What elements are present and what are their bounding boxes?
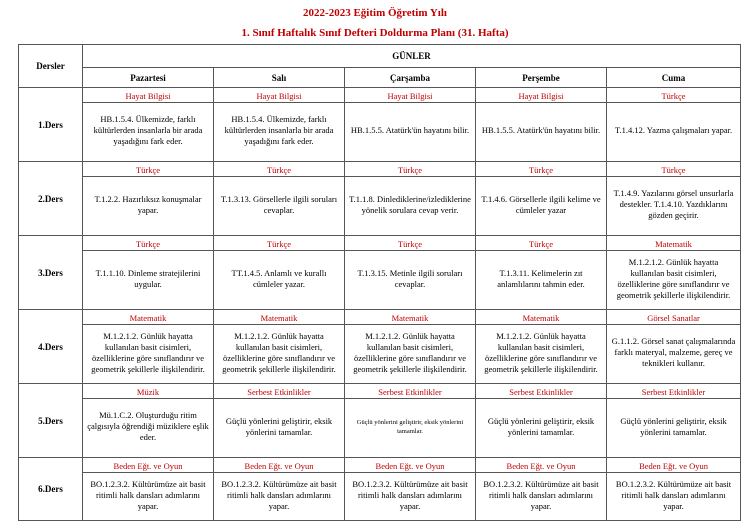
- plan-cell: [83, 458, 214, 521]
- objective-text: G.1.1.2. Görsel sanat çalışmalarında farklı materyal, malzeme, gereç ve teknikleri kullanır.: [611, 336, 736, 368]
- row-label: 2.Ders: [19, 162, 83, 236]
- plan-cell: [345, 236, 476, 310]
- objective-text: HB.1.5.4. Ülkemizde, farklı kültürlerden insanlarla bir arada yaşadığını fark eder.: [224, 114, 334, 146]
- objective-text: BO.1.2.3.2. Kültürümüze ait basit ritimli halk dansları adımlarını yapar.: [90, 478, 206, 511]
- objective-text: M.1.2.1.2. Günlük hayatta kullanılan basit cisimleri, özelliklerine göre sınıflandırır ve geometrik şekillerle ilişkilendirir.: [222, 330, 336, 374]
- objective-text: T.1.2.2. Hazırlıksız konuşmalar yapar.: [94, 193, 202, 215]
- objective-text: HB.1.5.5. Atatürk'ün hayatını bilir.: [350, 125, 470, 135]
- objective-text: HB.1.5.4. Ülkemizde, farklı kültürlerden insanlarla bir arada yaşadığını fark eder.: [93, 114, 203, 146]
- row-label: 4.Ders: [19, 310, 83, 384]
- day-header-cuma: Cuma: [607, 68, 741, 88]
- objective-text: BO.1.2.3.2. Kültürümüze ait basit ritimli halk dansları adımlarını yapar.: [615, 478, 732, 511]
- plan-cell: [83, 162, 214, 236]
- table-row: [19, 88, 741, 162]
- objective-text: M.1.2.1.2. Günlük hayatta kullanılan basit cisimleri, özelliklerine göre sınıflandırır ve geometrik şekillerle ilişkilendirir.: [484, 330, 598, 374]
- objective-text: Güçlü yönlerini geliştirir, eksik yönlerini tamamlar.: [225, 415, 333, 437]
- subject-label: Beden Eğt. ve Oyun: [607, 461, 740, 473]
- subject-label: Matematik: [607, 239, 740, 251]
- plan-cell: [214, 162, 345, 236]
- plan-cell: [214, 458, 345, 521]
- subject-label: Hayat Bilgisi: [83, 91, 213, 103]
- objective-text: T.1.4.6. Görsellerle ilgili kelime ve cümleler yazar: [481, 193, 601, 215]
- plan-cell: [607, 310, 741, 384]
- plan-cell: [214, 384, 345, 458]
- subject-label: Serbest Etkinlikler: [476, 387, 606, 399]
- subject-label: Türkçe: [83, 165, 213, 177]
- table-row: [19, 162, 741, 236]
- plan-cell: [214, 236, 345, 310]
- subject-label: Türkçe: [83, 239, 213, 251]
- plan-cell: [476, 310, 607, 384]
- plan-cell: [607, 458, 741, 521]
- subject-label: Serbest Etkinlikler: [607, 387, 740, 399]
- objective-text: Güçlü yönlerini geliştirir, eksik yönlerini tamamlar.: [620, 415, 727, 437]
- subject-label: Görsel Sanatlar: [607, 313, 740, 325]
- plan-cell: [476, 458, 607, 521]
- row-label: 5.Ders: [19, 384, 83, 458]
- subject-label: Türkçe: [607, 165, 740, 177]
- objective-text: Güçlü yönlerini geliştirir, eksik yönlerini tamamlar.: [487, 415, 595, 437]
- plan-cell: [476, 384, 607, 458]
- page-title: 2022-2023 Eğitim Öğretim Yılı: [303, 7, 447, 19]
- objective-text: T.1.1.10. Dinleme stratejilerini uygular.: [95, 267, 201, 289]
- plan-cell: [476, 236, 607, 310]
- plan-cell: [345, 162, 476, 236]
- subject-label: Matematik: [345, 313, 475, 325]
- page-subtitle: 1. Sınıf Haftalık Sınıf Defteri Doldurma Planı (31. Hafta): [241, 27, 509, 39]
- subject-label: Matematik: [83, 313, 213, 325]
- objective-text: T.1.3.15. Metinle ilgili soruları cevaplar.: [357, 267, 463, 289]
- plan-cell: [83, 310, 214, 384]
- plan-cell: [607, 384, 741, 458]
- day-header-sali: Salı: [214, 68, 345, 88]
- subject-label: Türkçe: [476, 239, 606, 251]
- subject-label: Beden Eğt. ve Oyun: [345, 461, 475, 473]
- plan-cell: [607, 162, 741, 236]
- subject-label: Hayat Bilgisi: [214, 91, 344, 103]
- objective-text: T.1.3.11. Kelimelerin zıt anlamlılarını tahmin eder.: [497, 267, 585, 289]
- plan-cell: [214, 310, 345, 384]
- objective-text: M.1.2.1.2. Günlük hayatta kullanılan basit cisimleri, özelliklerine göre sınıflandırır ve geometrik şekillerle ilişkilendirir.: [353, 330, 467, 374]
- objective-text: HB.1.5.5. Atatürk'ün hayatını bilir.: [481, 125, 601, 135]
- weekly-plan-table: [18, 44, 741, 521]
- row-label: 1.Ders: [19, 88, 83, 162]
- subject-label: Türkçe: [476, 165, 606, 177]
- day-header-carsamba: Çarşamba: [345, 68, 476, 88]
- table-row: [19, 384, 741, 458]
- table-row: [19, 458, 741, 521]
- objective-text: TT.1.4.5. Anlamlı ve kurallı cümleler yazar.: [231, 267, 327, 289]
- plan-cell: [214, 88, 345, 162]
- subject-label: Türkçe: [607, 91, 740, 103]
- subject-label: Hayat Bilgisi: [345, 91, 475, 103]
- objective-text: M.1.2.1.2. Günlük hayatta kullanılan basit cisimleri, özelliklerine göre sınıflandırır ve geometrik şekillerle ilişkilendirir.: [91, 330, 205, 374]
- subject-label: Hayat Bilgisi: [476, 91, 606, 103]
- objective-text: M.1.2.1.2. Günlük hayatta kullanılan basit cisimleri, özelliklerine göre sınıflandırır ve geometrik şekillerle ilişkilendirir.: [616, 256, 731, 300]
- subject-label: Matematik: [214, 313, 344, 325]
- plan-cell: [83, 236, 214, 310]
- subject-label: Türkçe: [214, 165, 344, 177]
- subject-label: Müzik: [83, 387, 213, 399]
- plan-cell: [345, 384, 476, 458]
- objective-text: BO.1.2.3.2. Kültürümüze ait basit ritimli halk dansları adımlarını yapar.: [352, 478, 468, 511]
- objective-text: T.1.4.12. Yazma çalışmaları yapar.: [614, 125, 733, 135]
- subject-label: Türkçe: [345, 165, 475, 177]
- plan-cell: [607, 236, 741, 310]
- objective-text: Güçlü yönlerini geliştirir, eksik yönlerini tamamlar.: [356, 418, 464, 435]
- table-row: [19, 236, 741, 310]
- plan-cell: [476, 88, 607, 162]
- objective-text: Mü.1.C.2. Oluşturduğu ritim çalgısıyla öğrendiği müziklere eşlik eder.: [87, 410, 209, 442]
- day-header-pazartesi: Pazartesi: [83, 68, 214, 88]
- objective-text: T.1.1.8. Dinlediklerine/izlediklerine yönelik sorulara cevap verir.: [349, 193, 471, 215]
- subject-label: Matematik: [476, 313, 606, 325]
- subject-label: Beden Eğt. ve Oyun: [476, 461, 606, 473]
- subject-label: Beden Eğt. ve Oyun: [83, 461, 213, 473]
- day-header-persembe: Perşembe: [476, 68, 607, 88]
- objective-text: T.1.3.13. Görsellerle ilgili soruları cevaplar.: [220, 193, 338, 215]
- column-header-dersler: Dersler: [19, 45, 83, 88]
- subject-label: Türkçe: [345, 239, 475, 251]
- subject-label: Serbest Etkinlikler: [214, 387, 344, 399]
- column-header-gunler: GÜNLER: [83, 45, 741, 68]
- plan-body: [19, 88, 741, 521]
- plan-cell: [83, 88, 214, 162]
- plan-cell: [345, 88, 476, 162]
- plan-cell: [345, 458, 476, 521]
- objective-text: BO.1.2.3.2. Kültürümüze ait basit ritimli halk dansları adımlarını yapar.: [483, 478, 599, 511]
- plan-cell: [476, 162, 607, 236]
- row-label: 6.Ders: [19, 458, 83, 521]
- subject-label: Serbest Etkinlikler: [345, 387, 475, 399]
- objective-text: BO.1.2.3.2. Kültürümüze ait basit ritimli halk dansları adımlarını yapar.: [221, 478, 337, 511]
- subject-label: Beden Eğt. ve Oyun: [214, 461, 344, 473]
- subject-label: Türkçe: [214, 239, 344, 251]
- table-row: [19, 310, 741, 384]
- plan-cell: [607, 88, 741, 162]
- plan-cell: [83, 384, 214, 458]
- row-label: 3.Ders: [19, 236, 83, 310]
- plan-cell: [345, 310, 476, 384]
- objective-text: T.1.4.9. Yazılarını görsel unsurlarla destekler. T.1.4.10. Yazdıklarını gözden geçirir.: [613, 188, 734, 220]
